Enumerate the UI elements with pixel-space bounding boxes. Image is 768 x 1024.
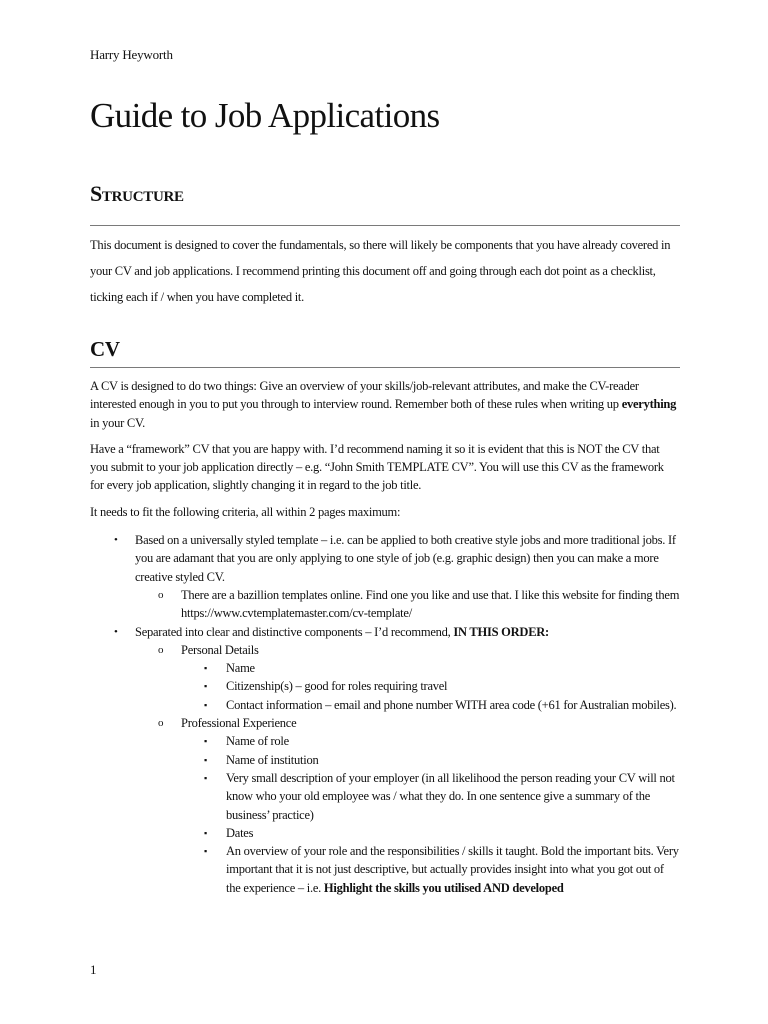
square-marker: ▪ [204, 754, 207, 765]
professional-experience-list [181, 732, 680, 897]
list-item: ▪ Dates [181, 824, 680, 842]
list-item: • Based on a universally styled template – i.e. can be applied to both creative style jobs and more traditional jobs. If you are adamant that you are only applying to one style of job (e.g. graphic design) then you can make a more creative styled CV. o There are a bazillion templates online. Find one you like and use that. I like this website for finding them https://www.cvtemplatemaster.com/cv-template/ [90, 531, 680, 622]
emphasis-everything: everything [621, 397, 677, 412]
list-item: o Personal Details ▪ Name ▪ Citizenship(s) – good for roles requiring travel ▪ Contact information – email and phone number WITH area code (+61 for Australian mobiles). [135, 641, 680, 714]
bullet-marker: • [114, 625, 118, 638]
list-item: ▪ Name [181, 659, 680, 677]
cv-section-body [90, 377, 680, 897]
square-marker: ▪ [204, 699, 207, 710]
square-marker: ▪ [204, 681, 207, 692]
square-marker: ▪ [204, 663, 207, 674]
section-heading-structure: Structure [90, 181, 184, 206]
page-number: 1 [90, 962, 97, 977]
bullet-marker: • [114, 534, 118, 547]
document-title: Guide to Job Applications [90, 96, 440, 135]
square-marker: ▪ [204, 736, 207, 747]
list-item: ▪ Very small description of your employer (in all likelihood the person reading your CV will not know who your old employee was / what they do. In one sentence give a summary of the business’ practice) [204, 770, 675, 822]
square-marker: ▪ [204, 827, 207, 838]
cv-paragraph-framework: Have a “framework” CV that you are happy with. I’d recommend naming it so it is evident that this is NOT the CV that you submit to your job application directly – e.g. “John Smith TEMPLATE CV”. You will use this CV as the framework for every job application, slightly changing it in regard to the job title. [90, 441, 664, 493]
author-name: Harry Heyworth [90, 47, 173, 62]
emphasis-in-this-order: IN THIS ORDER: [453, 624, 549, 639]
cv-paragraph-purpose: A CV is designed to do two things: Give an overview of your skills/job-relevant attributes, and make the CV-reader interested enough in you to put you through to interview round. Remember both of these rules when writing up everything in your CV. [90, 379, 677, 430]
sub-bullet-marker: o [158, 643, 164, 656]
list-item: • Separated into clear and distinctive components – I’d recommend, IN THIS ORDER: o Personal Details ▪ Name ▪ Citizenship(s) – good for roles requiring travel ▪ Contact information – email and phone number WITH area code (+61 for Australian mobiles). o Professional Experience ▪ Name of role ▪ Name of institution ▪ Very small description of your employer (in all likelihood the person reading your CV will not know who your old employee was / what they do. In one sentence give a summary of the business’ practice) ▪ Dates ▪ An overview of your role and the responsibilities / skills it taught. Bold the important bits. Very important that it is not just descriptive, but actually provides insight into what you got out of the experience – i.e. Highlight the skills you utilised AND developed [90, 623, 680, 897]
sub-list [135, 641, 680, 897]
list-item: ▪ Name of institution [181, 751, 680, 769]
list-item: ▪ Contact information – email and phone number WITH area code (+61 for Australian mobiles). [181, 696, 680, 714]
list-item: ▪ An overview of your role and the responsibilities / skills it taught. Bold the important bits. Very important that it is not just descriptive, but actually provides insight into what you got out of the experience – i.e. Highlight the skills you utilised AND developed [204, 844, 679, 895]
section-divider-structure [90, 225, 680, 226]
cv-paragraph-criteria: It needs to fit the following criteria, all within 2 pages maximum: [90, 504, 401, 519]
list-item: o There are a bazillion templates online. Find one you like and use that. I like this website for finding them https://www.cvtemplatemaster.com/cv-template/ [158, 587, 680, 621]
square-marker: ▪ [204, 772, 207, 783]
list-item: ▪ Citizenship(s) – good for roles requiring travel [181, 677, 680, 695]
square-marker: ▪ [204, 846, 207, 857]
criteria-list [90, 531, 680, 897]
sub-bullet-marker: o [158, 588, 164, 601]
section-divider-cv [90, 367, 680, 368]
list-item: ▪ Name of role [181, 732, 680, 750]
list-item: o Professional Experience ▪ Name of role ▪ Name of institution ▪ Very small description of your employer (in all likelihood the person reading your CV will not know who your old employee was / what they do. In one sentence give a summary of the business’ practice) ▪ Dates ▪ An overview of your role and the responsibilities / skills it taught. Bold the important bits. Very important that it is not just descriptive, but actually provides insight into what you got out of the experience – i.e. Highlight the skills you utilised AND developed [135, 714, 680, 897]
personal-details-list [181, 659, 680, 714]
sub-list [135, 586, 680, 623]
emphasis-highlight-skills: Highlight the skills you utilised AND developed [323, 880, 564, 895]
sub-bullet-marker: o [158, 717, 164, 730]
section-heading-cv: CV [90, 337, 120, 361]
structure-intro-paragraph: This document is designed to cover the fundamentals, so there will likely be components that you have already covered in your CV and job applications. I recommend printing this document off and going through each dot point as a checklist, ticking each if / when you have completed it. [90, 238, 671, 304]
